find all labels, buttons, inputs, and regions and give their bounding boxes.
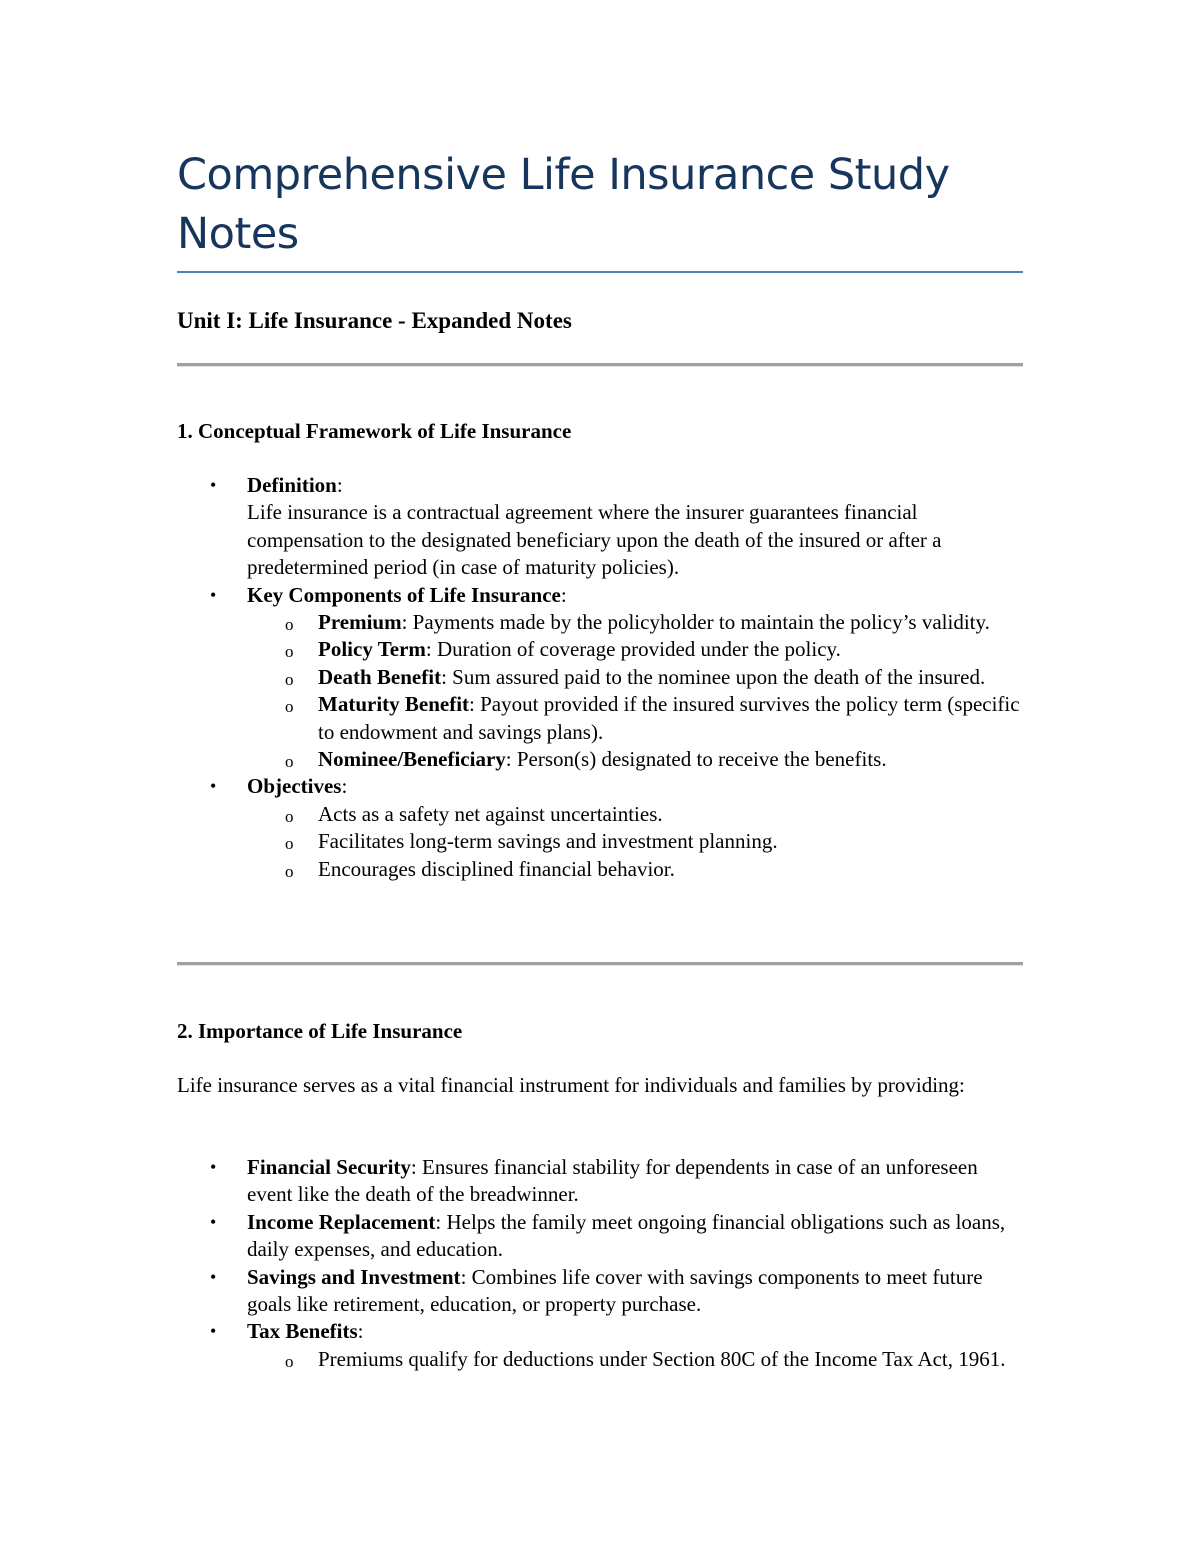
component-item: o Premium: Payments made by the policyholder to maintain the policy’s validity.: [247, 609, 1023, 636]
components-label: Key Components of Life Insurance: [247, 582, 561, 607]
circle-bullet-icon: o: [285, 752, 294, 772]
unit-heading: Unit I: Life Insurance - Expanded Notes: [177, 308, 572, 333]
bullet-icon: •: [210, 1266, 217, 1287]
circle-bullet-icon: o: [285, 834, 294, 854]
bullet-icon: •: [210, 1157, 217, 1177]
title-underline: [177, 271, 1023, 273]
bullet-icon: •: [210, 1321, 217, 1342]
section-1-list: [177, 472, 1023, 883]
circle-bullet-icon: o: [285, 697, 294, 717]
benefit-item: • Savings and Investment: Combines life cover with savings components to meet future goals like retirement, education, or property purchase.: [210, 1264, 983, 1317]
horizontal-rule-2: [177, 962, 1023, 966]
objective-item: o Encourages disciplined financial behavior.: [247, 856, 1023, 883]
objectives-sublist: [247, 801, 1023, 883]
component-item: o Death Benefit: Sum assured paid to the nominee upon the death of the insured.: [247, 664, 1023, 691]
bullet-icon: •: [210, 776, 217, 797]
component-item: o Nominee/Beneficiary: Person(s) designated to receive the benefits.: [247, 746, 1023, 773]
section-2-heading: 2. Importance of Life Insurance: [177, 1019, 463, 1043]
tax-benefits-label: Tax Benefits: [247, 1319, 358, 1344]
section-2-intro: Life insurance serves as a vital financial instrument for individuals and families by providing:: [177, 1073, 965, 1097]
bullet-icon: •: [210, 475, 217, 495]
definition-text: Life insurance is a contractual agreement where the insurer guarantees financial compensation to the designated beneficiary upon the death of the insured or after a predetermined period (in case of maturity policies).: [247, 500, 942, 580]
section-2-list: [177, 1154, 1023, 1373]
objective-item: o Facilitates long-term savings and investment planning.: [247, 828, 1023, 855]
definition-label: Definition: [247, 473, 337, 497]
components-sublist: [247, 609, 1023, 773]
tax-benefits-item: • Tax Benefits: o Premiums qualify for deductions under Section 80C of the Income Tax Act, 1961.: [177, 1318, 1023, 1373]
benefit-item: • Financial Security: Ensures financial stability for dependents in case of an unforeseen event like the death of the breadwinner.: [210, 1155, 978, 1207]
component-item: o Policy Term: Duration of coverage provided under the policy.: [247, 636, 1023, 663]
circle-bullet-icon: o: [285, 669, 294, 689]
document-title: Comprehensive Life Insurance Study Notes: [177, 150, 950, 259]
objective-item: o Acts as a safety net against uncertainties.: [247, 801, 1023, 828]
bullet-icon: •: [210, 1211, 217, 1232]
horizontal-rule-1: [177, 363, 1023, 367]
tax-item: o Premiums qualify for deductions under Section 80C of the Income Tax Act, 1961.: [247, 1346, 1023, 1373]
objectives-label: Objectives: [247, 774, 342, 799]
definition-item: • Definition: Life insurance is a contractual agreement where the insurer guarantees financial compensation to the designated beneficiary upon the death of the insured or after a predetermined period (in case of maturity policies).: [177, 472, 1023, 582]
circle-bullet-icon: o: [285, 1351, 294, 1371]
components-item: • Key Components of Life Insurance: o Premium: Payments made by the policyholder to maintain the policy’s validity. o Policy Term: Duration of coverage provided under the policy. o Death Benefit: Sum assured paid to the nominee upon the death of the insured. o Maturity Benefit: Payout provided if the insured survives the policy term (specific to endowment and savings plans). o Nominee/Beneficiary: Person(s) designated to receive the benefits.: [177, 582, 1023, 774]
circle-bullet-icon: o: [285, 861, 294, 881]
circle-bullet-icon: o: [285, 615, 294, 635]
tax-benefits-sublist: [247, 1346, 1023, 1373]
section-1-heading: 1. Conceptual Framework of Life Insurance: [177, 419, 572, 443]
benefit-item: • Income Replacement: Helps the family meet ongoing financial obligations such as loans, daily expenses, and education.: [210, 1209, 1006, 1262]
objectives-item: • Objectives: o Acts as a safety net against uncertainties. o Facilitates long-term savings and investment planning. o Encourages disciplined financial behavior.: [177, 773, 1023, 883]
circle-bullet-icon: o: [285, 806, 294, 826]
bullet-icon: •: [210, 584, 217, 605]
circle-bullet-icon: o: [285, 642, 294, 662]
component-item: o Maturity Benefit: Payout provided if the insured survives the policy term (specific to endowment and savings plans).: [285, 692, 1020, 744]
